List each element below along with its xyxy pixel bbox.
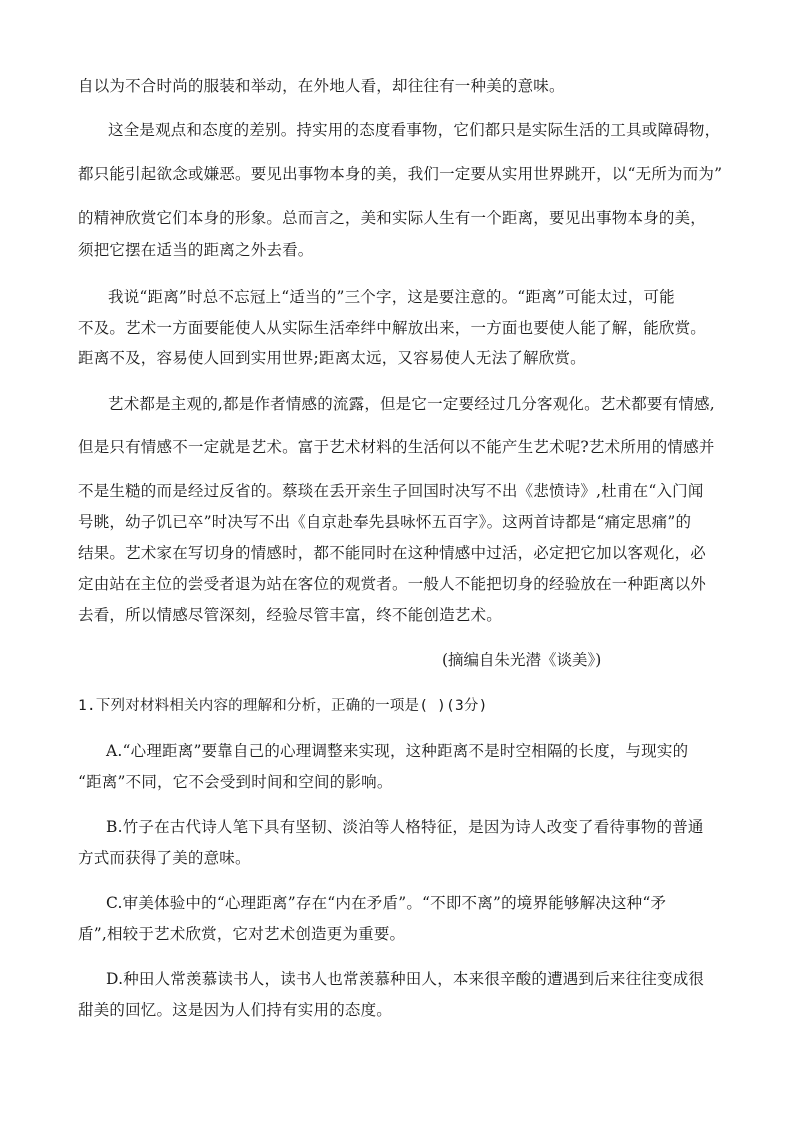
passage-line: 都只能引起欲念或嫌恶。要见出事物本身的美，我们一定要从实用世界跳开，以“无所为而为” xyxy=(78,165,723,183)
passage-line: 这全是观点和态度的差别。持实用的态度看事物，它们都只是实际生活的工具或障碍物， xyxy=(108,121,721,139)
passage-line: 不是生糙的而是经过反省的。蔡琰在丢开亲生子回国时决写不出《悲愤诗》,杜甫在“入门闻 xyxy=(78,482,704,500)
passage-line: 须把它摆在适当的距离之外去看。 xyxy=(78,241,314,259)
passage-line: 我说“距离”时总不忘冠上“适当的”三个字，这是要注意的。“距离”可能太过，可能 xyxy=(108,288,675,306)
passage-line: 自以为不合时尚的服装和举动，在外地人看，却往往有一种美的意味。 xyxy=(78,77,565,95)
option-a: “距离”不同，它不会受到时间和空间的影响。 xyxy=(78,773,393,791)
option-d: 甜美的回忆。这是因为人们持有实用的态度。 xyxy=(78,1001,393,1019)
option-b: B.竹子在古代诗人笔下具有坚韧、淡泊等人格特征，是因为诗人改变了看待事物的普通 xyxy=(106,818,704,836)
source-citation: (摘编自朱光潜《谈美》) xyxy=(442,651,602,669)
passage-line: 距离不及，容易使人回到实用世界;距离太远，又容易使人无法了解欣赏。 xyxy=(78,349,586,367)
option-d: D.种田人常羡慕读书人，读书人也常羡慕种田人，本来很辛酸的遭遇到后来往往变成很 xyxy=(106,970,705,988)
passage-line: 艺术都是主观的,都是作者情感的流露，但是它一定要经过几分客观化。艺术都要有情感, xyxy=(108,395,715,413)
passage-line: 但是只有情感不一定就是艺术。富于艺术材料的生活何以不能产生艺术呢?艺术所用的情感并 xyxy=(78,438,715,456)
option-c: C.审美体验中的“心理距离”存在“内在矛盾”。“不即不离”的境界能够解决这种“矛 xyxy=(106,894,667,912)
passage-line: 不及。艺术一方面要能使人从实际生活牵绊中解放出来，一方面也要使人能了解，能欣赏。 xyxy=(78,319,707,337)
option-c: 盾”,相较于艺术欣赏，它对艺术创造更为重要。 xyxy=(78,925,406,943)
question-stem: 1.下列对材料相关内容的理解和分析，正确的一项是( )(3分) xyxy=(78,698,488,714)
passage-line: 去看，所以情感尽管深刻，经验尽管丰富，终不能创造艺术。 xyxy=(78,606,502,624)
passage-line: 号眺，幼子饥已卒”时决写不出《自京赴奉先县咏怀五百字》。这两首诗都是“痛定思痛”的 xyxy=(78,513,692,531)
passage-line: 的精神欣赏它们本身的形象。总而言之，美和实际人生有一个距离，要见出事物本身的美， xyxy=(78,209,707,227)
option-a: A.“心理距离”要靠自己的心理调整来实现，这种距离不是时空相隔的长度，与现实的 xyxy=(106,742,689,760)
passage-line: 定由站在主位的尝受者退为站在客位的观赏者。一般人不能把切身的经验放在一种距离以外 xyxy=(78,575,707,593)
passage-line: 结果。艺术家在写切身的情感时，都不能同时在这种情感中过活，必定把它加以客观化，必 xyxy=(78,544,707,562)
option-b: 方式而获得了美的意味。 xyxy=(78,849,251,867)
